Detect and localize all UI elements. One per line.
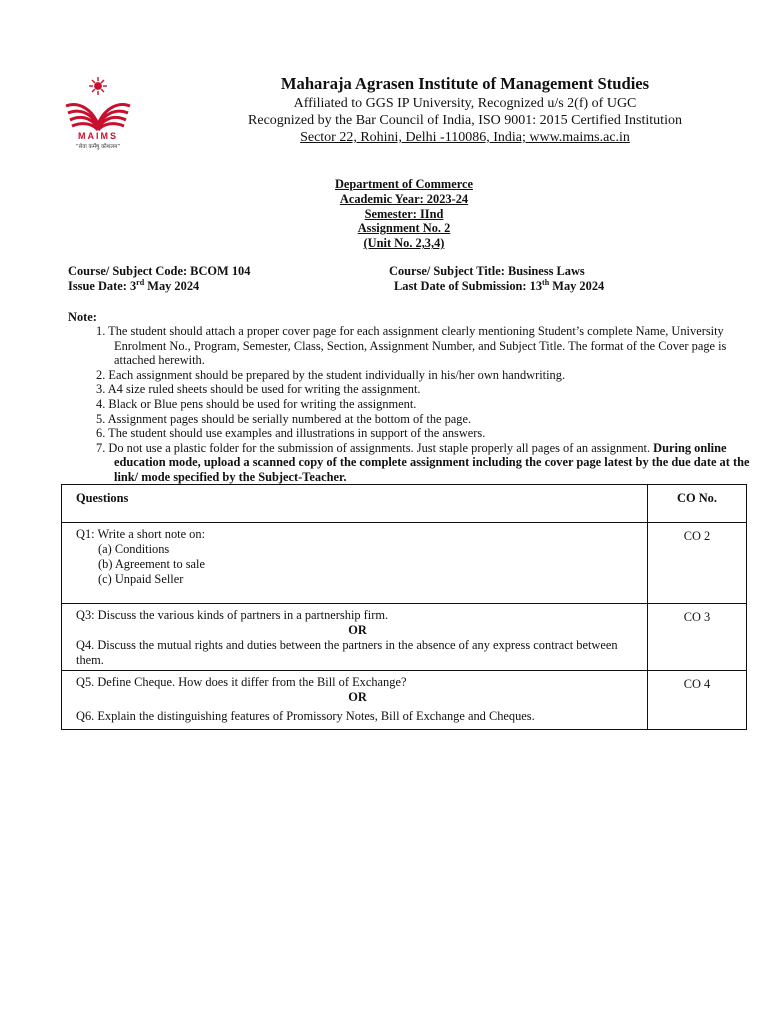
unit-numbers: (Unit No. 2,3,4) — [363, 236, 445, 251]
submission-deadline: Last Date of Submission: 13th May 2024 — [394, 277, 605, 293]
questions-table — [61, 484, 747, 730]
table-row — [62, 604, 747, 671]
question-text: Q4. Discuss the mutual rights and duties between the partners in the absence of any express contract between them. — [76, 638, 618, 667]
logo-star-icon — [89, 77, 107, 95]
note-item: 3. A4 size ruled sheets should be used for writing the assignment. — [96, 382, 421, 397]
note-item: 6. The student should use examples and illustrations in support of the answers. — [96, 426, 486, 441]
department-name: Department of Commerce — [334, 177, 474, 191]
question-text: Q1: Write a short note on: — [76, 527, 206, 541]
affiliation-line: Affiliated to GGS IP University, Recognized u/s 2(f) of UGC — [293, 96, 637, 111]
question-cell — [62, 523, 648, 604]
question-cell — [62, 604, 648, 671]
co-header: CO No. — [648, 485, 747, 523]
sub-question: (b) Agreement to sale — [98, 557, 206, 571]
academic-year: Academic Year: 2023-24 — [339, 191, 469, 206]
co-cell: CO 2 — [648, 523, 747, 604]
note-item: 5. Assignment pages should be serially numbered at the bottom of the page. — [96, 411, 472, 426]
logo-book-icon — [66, 105, 130, 130]
question-text: Q6. Explain the distinguishing features of Promissory Notes, Bill of Exchange and Cheques. — [76, 709, 535, 723]
note-label: Note: — [68, 310, 97, 324]
notes-list — [90, 324, 750, 485]
institute-name: Maharaja Agrasen Institute of Management Studies — [280, 74, 650, 93]
logo-motto: “सेवा कर्मेषु कौशलम” — [75, 144, 121, 150]
table-header-row — [62, 485, 747, 523]
table-row — [62, 671, 747, 730]
co-cell: CO 4 — [648, 671, 747, 730]
question-cell — [62, 671, 648, 730]
sub-question: (c) Unpaid Seller — [98, 572, 184, 586]
or-separator: OR — [348, 623, 367, 637]
logo-text: MAIMS — [78, 131, 118, 141]
assignment-number: Assignment No. 2 — [357, 221, 451, 236]
note-item: 4. Black or Blue pens should be used for writing the assignment. — [96, 396, 417, 411]
semester: Semester: IInd — [364, 206, 444, 221]
address-line: Sector 22, Rohini, Delhi -110086, India; www.maims.ac.in — [300, 130, 630, 145]
question-text: Q3: Discuss the various kinds of partners in a partnership firm. — [76, 608, 389, 622]
sub-question: (a) Conditions — [98, 542, 170, 556]
co-cell: CO 3 — [648, 604, 747, 671]
institute-header — [200, 74, 730, 146]
department-block — [254, 177, 554, 251]
course-left-info — [68, 264, 250, 294]
table-row — [62, 523, 747, 604]
question-text: Q5. Define Cheque. How does it differ from the Bill of Exchange? — [76, 675, 407, 689]
note-item: 1. The student should attach a proper cover page for each assignment clearly mentioning Student’s complete Name, University Enrolment No., Program, Semester, Class, Section, Assignment Number, and Subject Title. The format of the Cover page is attached herewith. — [96, 324, 727, 368]
note-item: 2. Each assignment should be prepared by the student individually in his/her own handwriting. — [96, 367, 566, 382]
note-item: 7. Do not use a plastic folder for the submission of assignments. Just staple properly all pages of an assignment. During online education mode, upload a scanned copy of the complete assignment including the cover page latest by the due date at the link/ mode specified by the Subject-Teacher. — [96, 440, 750, 484]
recognition-line: Recognized by the Bar Council of India, ISO 9001: 2015 Certified Institution — [248, 113, 682, 128]
course-code: Course/ Subject Code: BCOM 104 — [68, 264, 251, 278]
questions-header: Questions — [62, 485, 648, 523]
course-title: Course/ Subject Title: Business Laws — [389, 264, 585, 278]
issue-date: Issue Date: 3rd May 2024 — [68, 277, 200, 293]
or-separator: OR — [348, 690, 367, 704]
maims-logo — [62, 76, 134, 150]
